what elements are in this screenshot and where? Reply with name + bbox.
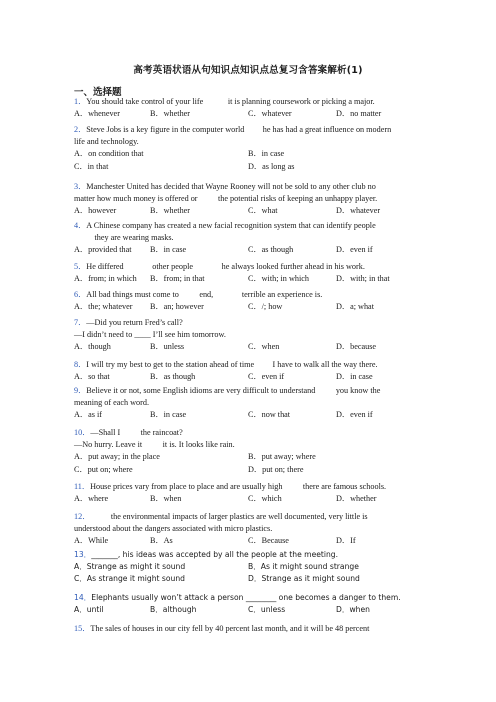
answer-option: D．because [336, 342, 377, 352]
answer-option: C．when [248, 342, 280, 352]
question-stem-line [74, 428, 183, 438]
answer-option: C．in that [74, 161, 109, 171]
question-number: 2． [74, 125, 87, 134]
question-stem-line [74, 440, 235, 450]
answer-option: C．what [248, 206, 278, 216]
answer-option: A．so that [74, 372, 110, 382]
question-stem-line [74, 524, 272, 534]
question-text: meaning of each word. [74, 398, 150, 408]
answer-option: D．Strange as it might sound [248, 574, 360, 584]
answer-option: D．even if [336, 245, 373, 255]
question-number: 9． [74, 386, 87, 395]
question-stem-line [74, 398, 149, 408]
question-stem-line [74, 262, 365, 272]
document-title: 高考英语状语从句知识点知识点总复习含答案解析(1) [133, 65, 363, 76]
question-stem-line [74, 137, 139, 147]
question-text: they are wearing masks. [74, 233, 174, 243]
question-stem-line [74, 194, 377, 204]
answer-option: C．Because [248, 536, 289, 546]
answer-option: B．put away; where [248, 452, 316, 462]
answer-option: B．although [150, 605, 197, 615]
question-number: 13． [74, 550, 92, 559]
question-stem-line [74, 221, 376, 231]
question-number: 6． [74, 290, 87, 299]
question-stem-line [74, 593, 401, 603]
answer-option: A．put away; in the place [74, 452, 160, 462]
answer-option: D．put on; there [248, 464, 304, 474]
answer-option: D．as long as [248, 161, 295, 171]
question-text: He differed other people he always looked further ahead in his work. [86, 262, 365, 271]
question-stem-line [74, 482, 386, 492]
question-text: All bad things must come to end, terrible an experience is. [86, 290, 323, 299]
answer-option: A．While [74, 536, 109, 546]
answer-option: A．on condition that [74, 149, 144, 159]
answer-option: A．until [74, 605, 104, 615]
answer-option: D．If [336, 536, 356, 546]
question-stem-line [74, 386, 380, 396]
question-stem-line [74, 624, 369, 634]
answer-option: A．whenever [74, 109, 120, 119]
answer-option: D．in case [336, 372, 373, 382]
question-number: 1． [74, 97, 87, 106]
question-text: —Shall I the raincoat? [90, 428, 183, 437]
question-text: Believe it or not, some English idioms are very difficult to understand you know the [86, 386, 381, 395]
question-stem-line [74, 360, 378, 370]
answer-option: A．Strange as might it sound [74, 562, 186, 572]
answer-option: A．provided that [74, 245, 132, 255]
question-text: —Did you return Fred’s call? [86, 318, 183, 327]
answer-option: B．whether [150, 109, 191, 119]
question-stem-line [74, 330, 226, 340]
answer-option: D．whatever [336, 206, 381, 216]
question-text: I will try my best to get to the station ahead of time I have to walk all the way there. [86, 360, 378, 369]
answer-option: C．unless [248, 605, 286, 615]
question-stem-line [74, 512, 368, 522]
question-number: 8． [74, 360, 87, 369]
answer-option: D．a; what [336, 302, 374, 312]
answer-option: A．as if [74, 410, 102, 420]
question-number: 5． [74, 262, 87, 271]
answer-option: B．as though [150, 372, 196, 382]
question-number: 4． [74, 221, 87, 230]
question-text: _______, his ideas was accepted by all the people at the meeting. [91, 550, 339, 559]
answer-option: C．put on; where [74, 464, 133, 474]
answer-option: B．in case [150, 245, 187, 255]
answer-option: C．even if [248, 372, 285, 382]
question-text: —No hurry. Leave it it is. It looks like rain. [74, 440, 235, 450]
answer-option: B．As it might sound strange [248, 562, 359, 572]
question-text: Steve Jobs is a key figure in the computer world he has had a great influence on modern [86, 125, 392, 134]
answer-option: A．however [74, 206, 117, 216]
answer-option: C．with; in which [248, 274, 309, 284]
question-number: 7． [74, 318, 87, 327]
question-text: matter how much money is offered or the potential risks of keeping an unhappy player. [74, 194, 378, 204]
question-text: The sales of houses in our city fell by 40 percent last month, and it will be 48 percent [90, 624, 370, 633]
answer-option: B．in case [150, 410, 187, 420]
answer-option: C．which [248, 494, 282, 504]
question-stem-line [74, 233, 174, 243]
answer-option: D．no matter [336, 109, 382, 119]
answer-option: D．when [336, 605, 370, 615]
question-stem-line [74, 182, 376, 192]
answer-option: A．where [74, 494, 109, 504]
answer-option: B．an; however [150, 302, 204, 312]
question-stem-line [74, 318, 183, 328]
answer-option: D．even if [336, 410, 373, 420]
question-stem-line [74, 97, 375, 107]
question-text: House prices vary from place to place and are usually high there are famous schools. [90, 482, 387, 491]
answer-option: A．from; in which [74, 274, 137, 284]
answer-option: C．/; how [248, 302, 283, 312]
answer-option: B．whether [150, 206, 191, 216]
question-stem-line [74, 290, 322, 300]
question-number: 12． [74, 512, 91, 521]
question-stem-line [74, 125, 391, 135]
answer-option: A．the; whatever [74, 302, 133, 312]
question-text: Manchester United has decided that Wayne Rooney will not be sold to any other club no [86, 182, 376, 191]
question-number: 3． [74, 182, 87, 191]
answer-option: B．unless [150, 342, 185, 352]
question-text: —I didn’t need to ____ I’ll see him tomorrow. [74, 330, 226, 340]
question-text: understood about the dangers associated with micro plastics. [74, 524, 273, 534]
answer-option: D．whether [336, 494, 377, 504]
answer-option: B．in case [248, 149, 285, 159]
answer-option: C．whatever [248, 109, 292, 119]
answer-option: A．though [74, 342, 111, 352]
question-text: Elephants usually won’t attack a person ________ one becomes a danger to them. [91, 593, 401, 602]
answer-option: C．As strange it might sound [74, 574, 185, 584]
answer-option: B．when [150, 494, 182, 504]
question-stem-line [74, 550, 338, 560]
answer-option: D．with; in that [336, 274, 390, 284]
question-number: 11． [74, 482, 91, 491]
answer-option: C．now that [248, 410, 291, 420]
question-number: 15． [74, 624, 91, 633]
question-text: life and technology. [74, 137, 139, 147]
question-number: 10． [74, 428, 91, 437]
question-text: the environmental impacts of larger plastics are well documented, very little is [90, 512, 368, 521]
question-text: A Chinese company has created a new facial recognition system that can identify people [86, 221, 376, 230]
answer-option: B．As [150, 536, 173, 546]
question-number: 14． [74, 593, 92, 602]
answer-option: B．from; in that [150, 274, 205, 284]
section-heading: 一、选择题 [74, 87, 122, 98]
question-text: You should take control of your life it is planning coursework or picking a major. [86, 97, 375, 106]
answer-option: C．as though [248, 245, 294, 255]
